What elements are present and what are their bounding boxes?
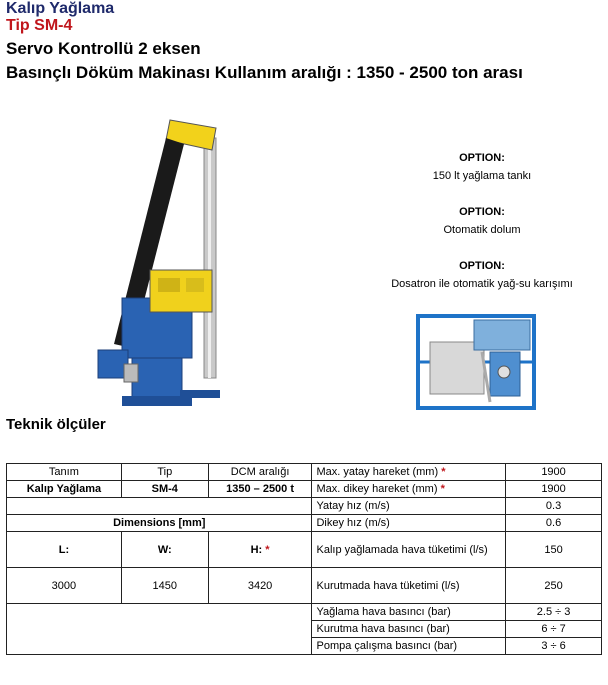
col-header-dcm: DCM aralığı	[208, 464, 312, 481]
option-title: OPTION:	[459, 260, 505, 272]
table-row	[7, 498, 602, 515]
table-row	[7, 464, 602, 481]
dim-value-w: 1450	[121, 568, 208, 604]
row-name: Kalıp Yağlama	[7, 481, 122, 498]
lubrication-machine-image	[92, 118, 242, 418]
table-row	[7, 515, 602, 532]
row-dcm: 1350 – 2500 t	[208, 481, 312, 498]
param-value: 150	[506, 532, 602, 568]
table-row	[7, 604, 602, 621]
param-label: Yağlama hava basıncı (bar)	[312, 604, 506, 621]
option-text: Otomatik dolum	[443, 224, 521, 236]
param-label: Max. yatay hareket (mm) *	[312, 464, 506, 481]
dim-value-h: 3420	[208, 568, 312, 604]
dim-label-h: H: *	[208, 532, 312, 568]
table-row	[7, 568, 602, 604]
param-value: 2.5 ÷ 3	[506, 604, 602, 621]
param-value: 1900	[506, 481, 602, 498]
param-label: Max. dikey hareket (mm) *	[312, 481, 506, 498]
col-header-name: Tanım	[7, 464, 122, 481]
param-label: Kurutma hava basıncı (bar)	[312, 621, 506, 638]
option-block-1	[352, 152, 608, 182]
param-label: Kalıp yağlamada hava tüketimi (l/s)	[312, 532, 506, 568]
usage-range-line: Basınçlı Döküm Makinası Kullanım aralığı : 1350 - 2500 ton arası	[6, 63, 523, 82]
option-text: Dosatron ile otomatik yağ-su karışımı	[391, 278, 573, 290]
spec-table	[6, 463, 602, 655]
option-block-3	[352, 260, 608, 290]
param-label: Yatay hız (m/s)	[312, 498, 506, 515]
technical-dimensions-heading: Teknik ölçüler	[6, 416, 106, 433]
dim-label-l: L:	[7, 532, 122, 568]
option-title: OPTION:	[459, 206, 505, 218]
product-type: Tip SM-4	[6, 17, 73, 34]
dim-label-w: W:	[121, 532, 208, 568]
dim-value-l: 3000	[7, 568, 122, 604]
dimensions-label: Dimensions [mm]	[7, 515, 312, 532]
product-title: Kalıp Yağlama	[6, 0, 115, 17]
table-row	[7, 532, 602, 568]
col-header-type: Tip	[121, 464, 208, 481]
param-value: 0.3	[506, 498, 602, 515]
param-label: Kurutmada hava tüketimi (l/s)	[312, 568, 506, 604]
blank-cell	[7, 498, 312, 515]
param-value: 3 ÷ 6	[506, 638, 602, 655]
param-value: 1900	[506, 464, 602, 481]
param-value: 0.6	[506, 515, 602, 532]
param-value: 6 ÷ 7	[506, 621, 602, 638]
lubrication-tank-image	[412, 312, 540, 414]
servo-line: Servo Kontrollü 2 eksen	[6, 39, 201, 58]
row-type: SM-4	[121, 481, 208, 498]
option-title: OPTION:	[459, 152, 505, 164]
param-value: 250	[506, 568, 602, 604]
option-text: 150 lt yağlama tankı	[432, 170, 532, 182]
param-label: Dikey hız (m/s)	[312, 515, 506, 532]
option-block-2	[352, 206, 608, 236]
blank-cell	[7, 604, 312, 655]
table-row	[7, 481, 602, 498]
param-label: Pompa çalışma basıncı (bar)	[312, 638, 506, 655]
